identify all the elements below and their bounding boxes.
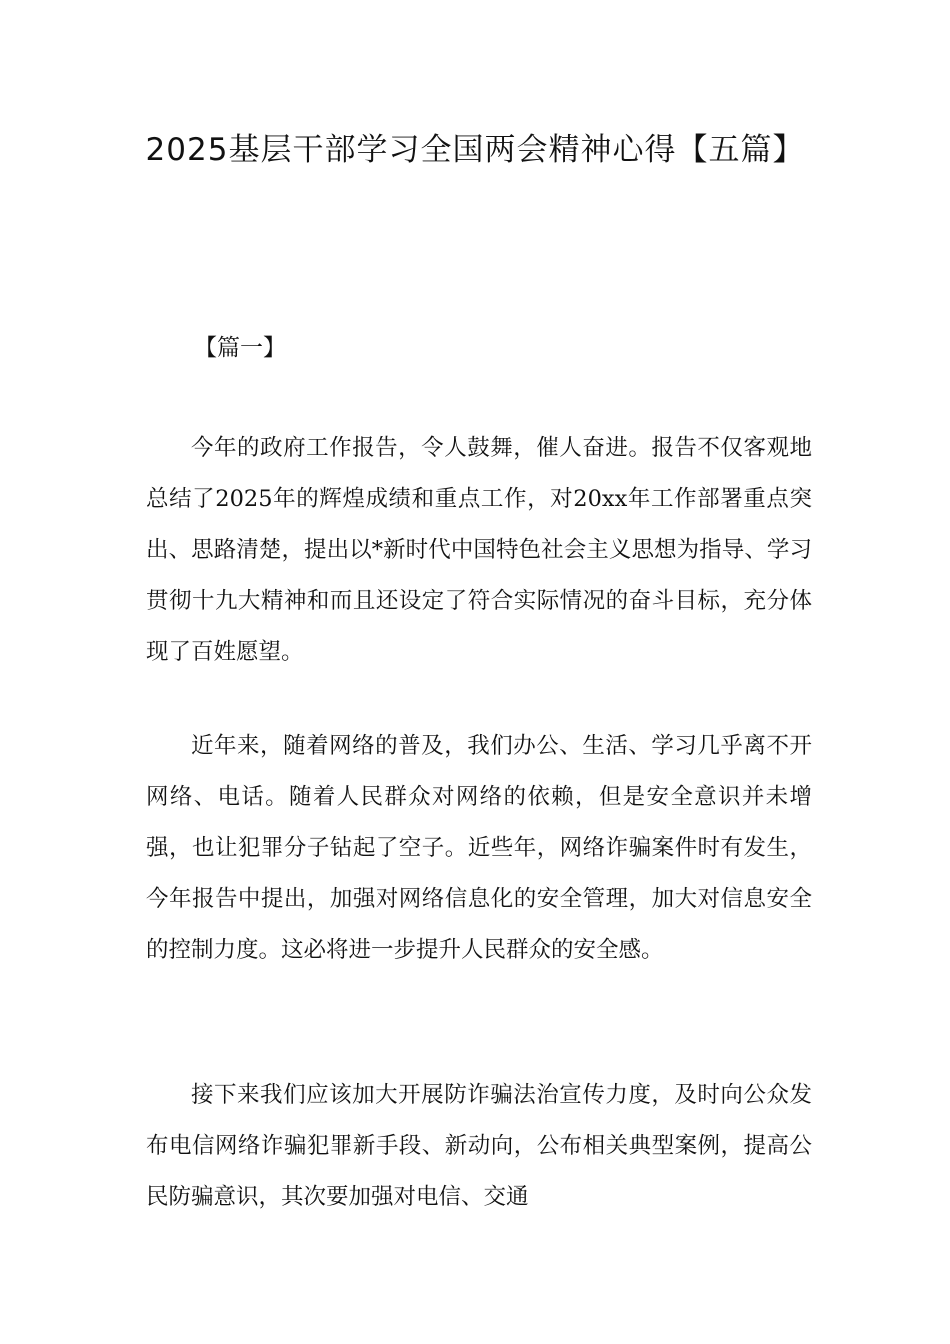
section-label: 【篇一】 [194,335,286,361]
body-paragraph: 近年来，随着网络的普及，我们办公、生活、学习几乎离不开网络、电话。随着人民群众对网络的依赖，但是安全意识并未增强，也让犯罪分子钻起了空子。近些年，网络诈骗案件时有发生，今年报告中提出，加强对网络信息化的安全管理，加大对信息安全的控制力度。这必将进一步提升人民群众的安全感。 [146,733,812,963]
body-paragraph: 接下来我们应该加大开展防诈骗法治宣传力度，及时向公众发布电信网络诈骗犯罪新手段、新动向，公布相关典型案例，提高公民防骗意识，其次要加强对电信、交通 [146,1082,812,1210]
body-paragraph: 今年的政府工作报告，令人鼓舞，催人奋进。报告不仅客观地总结了2025年的辉煌成绩和重点工作，对20xx年工作部署重点突出、思路清楚，提出以*新时代中国特色社会主义思想为指导、学习贯彻十九大精神和而且还设定了符合实际情况的奋斗目标，充分体现了百姓愿望。 [146,435,812,665]
document-title: 2025基层干部学习全国两会精神心得【五篇】 [145,132,805,168]
